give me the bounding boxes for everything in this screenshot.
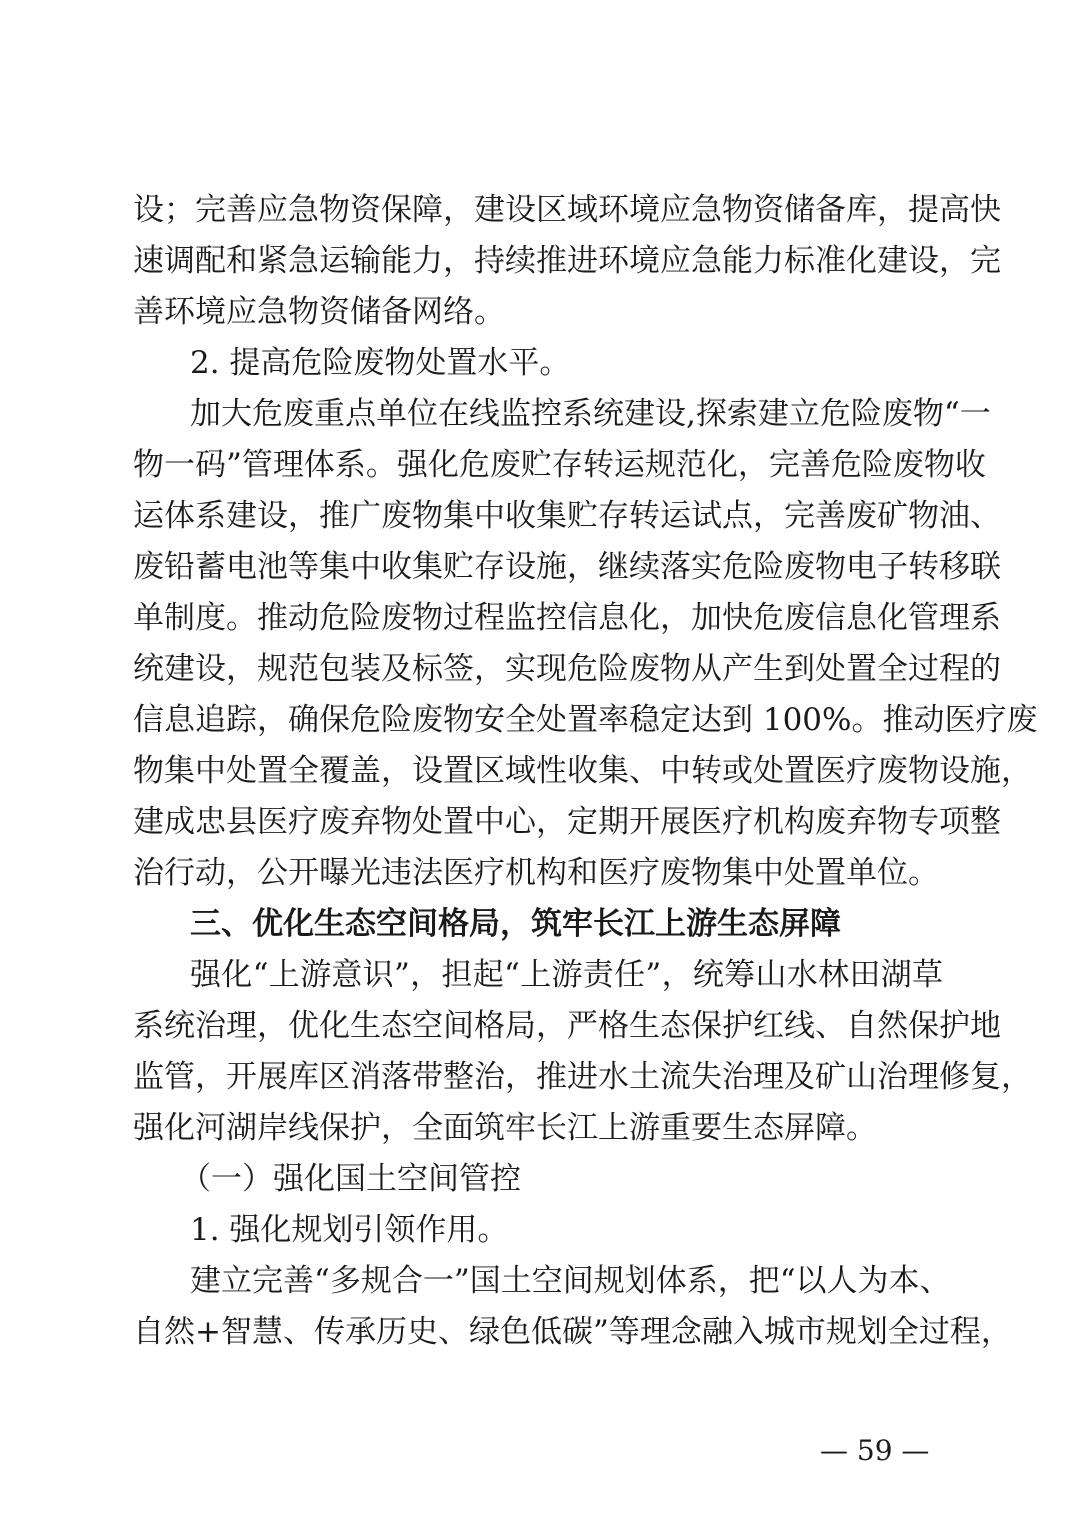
paragraph-line: 善环境应急物资储备网络。 [133,294,505,330]
paragraph-line: 加大危废重点单位在线监控系统建设,探索建立危险废物“一 [190,396,991,432]
subsection-heading: （一）强化国土空间管控 [180,1161,521,1197]
page-number: — 59 — [820,1434,930,1467]
paragraph-line: 自然+智慧、传承历史、绿色低碳”等理念融入城市规划全过程， [133,1314,1012,1350]
paragraph-line: 建立完善“多规合一”国土空间规划体系，把“以人为本、 [190,1263,951,1299]
paragraph-line: 统建设，规范包装及标签，实现危险废物从产生到处置全过程的 [133,651,1001,687]
section-heading: 三、优化生态空间格局，筑牢长江上游生态屏障 [190,906,841,942]
item-heading: 2. 提高危险废物处置水平。 [190,345,571,381]
paragraph-line: 强化“上游意识”，担起“上游责任”，统筹山水林田湖草 [190,957,943,993]
paragraph-line: 废铅蓄电池等集中收集贮存设施，继续落实危险废物电子转移联 [133,549,1001,585]
paragraph-line: 治行动，公开曝光违法医疗机构和医疗废物集中处置单位。 [133,855,939,891]
paragraph-line: 建成忠县医疗废弃物处置中心，定期开展医疗机构废弃物专项整 [133,804,1001,840]
paragraph-line: 监管，开展库区消落带整治，推进水土流失治理及矿山治理修复， [133,1059,1032,1095]
item-heading: 1. 强化规划引领作用。 [190,1212,509,1248]
paragraph-line: 物集中处置全覆盖，设置区域性收集、中转或处置医疗废物设施， [133,753,1032,789]
paragraph-line: 速调配和紧急运输能力，持续推进环境应急能力标准化建设，完 [133,243,1001,279]
paragraph-line: 物一码”管理体系。强化危废贮存转运规范化，完善危险废物收 [133,447,986,483]
paragraph-line: 信息追踪，确保危险废物安全处置率稳定达到 100%。推动医疗废 [133,702,1038,738]
paragraph-line: 单制度。推动危险废物过程监控信息化，加快危废信息化管理系 [133,600,1001,636]
paragraph-line: 系统治理，优化生态空间格局，严格生态保护红线、自然保护地 [133,1008,1001,1044]
paragraph-line: 设；完善应急物资保障，建设区域环境应急物资储备库，提高快 [133,192,1001,228]
paragraph-line: 强化河湖岸线保护，全面筑牢长江上游重要生态屏障。 [133,1110,877,1146]
paragraph-line: 运体系建设，推广废物集中收集贮存转运试点，完善废矿物油、 [133,498,1001,534]
